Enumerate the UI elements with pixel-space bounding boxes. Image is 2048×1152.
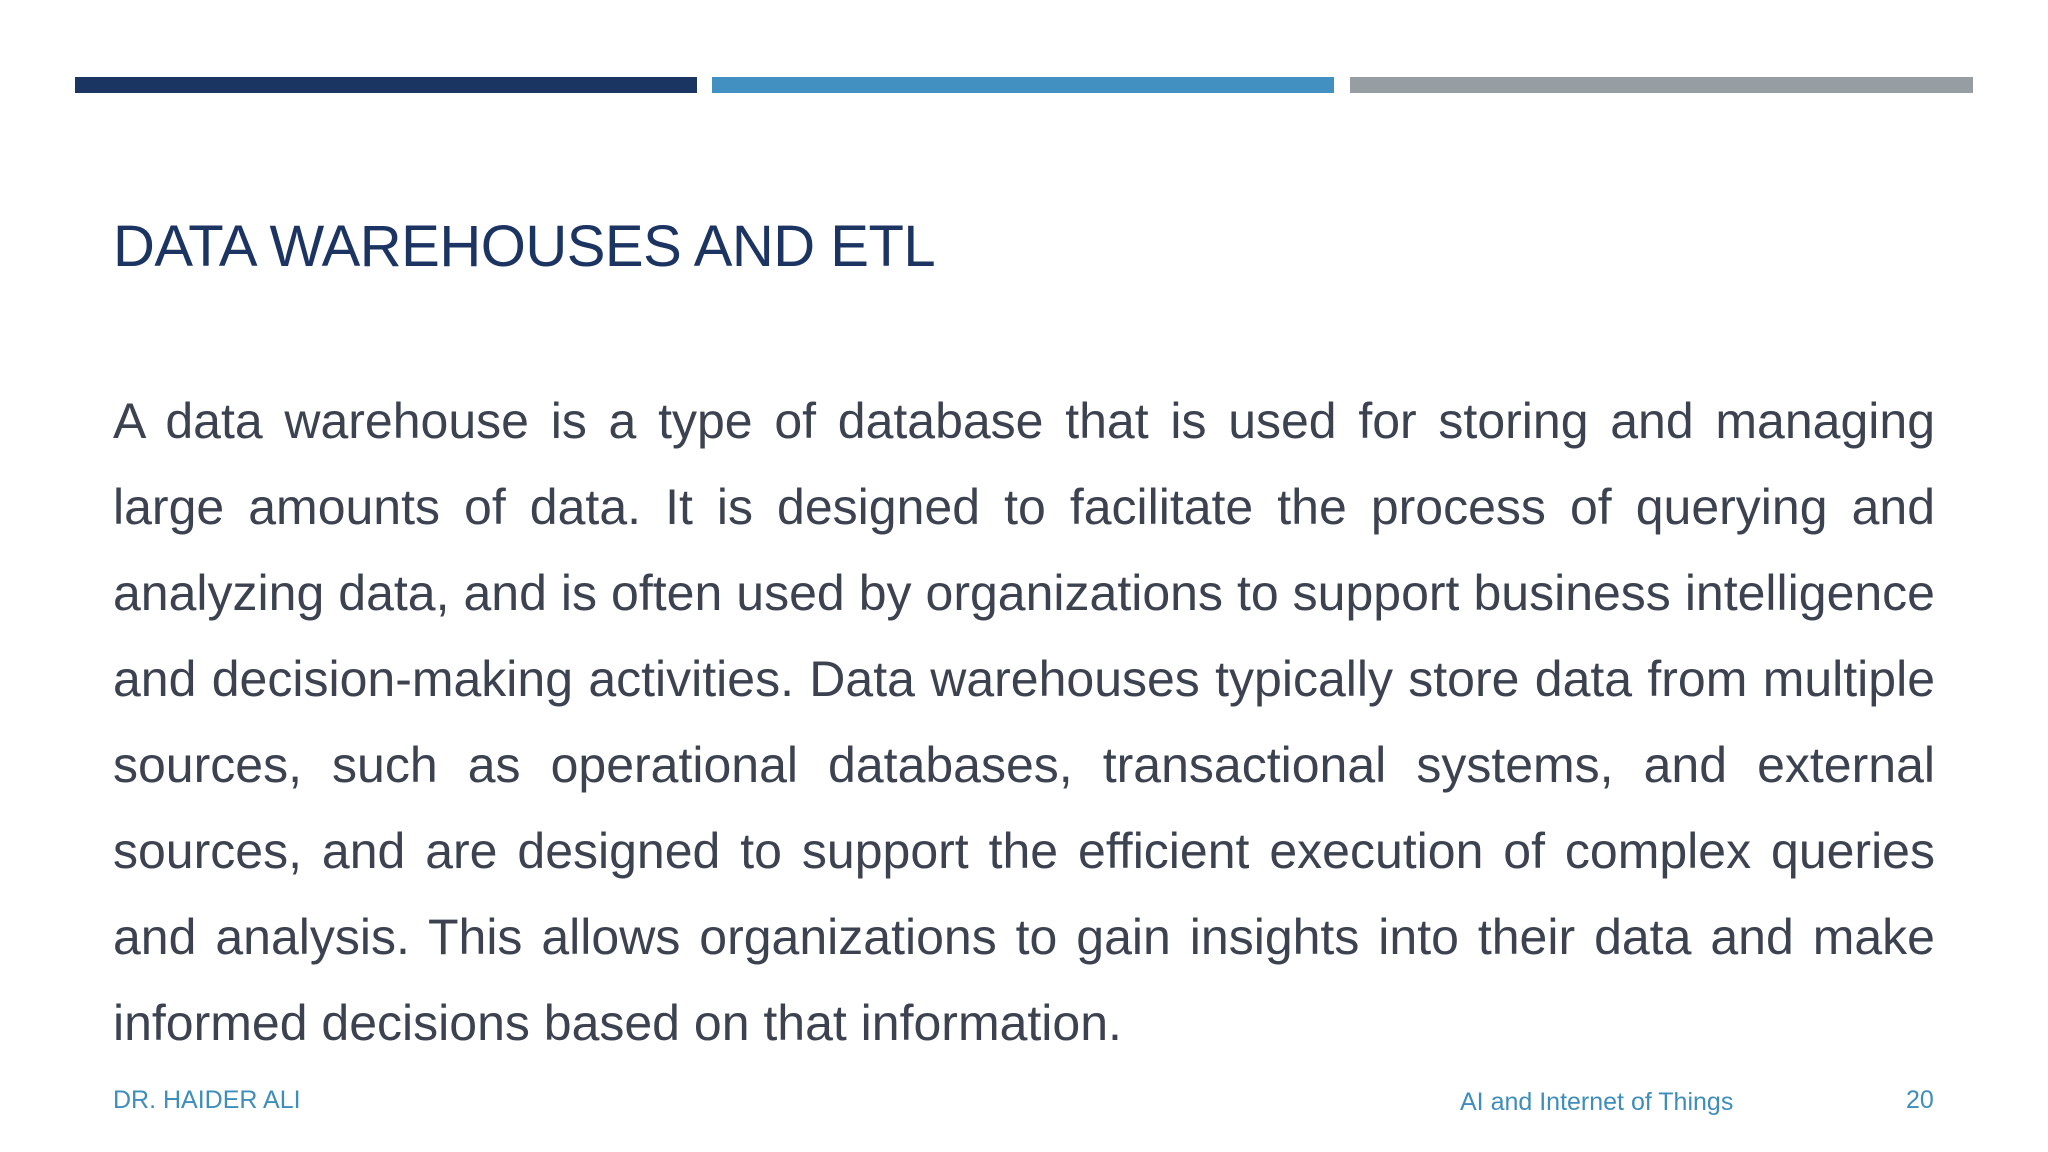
page-number: 20 [1906, 1086, 1934, 1114]
slide-title: DATA WAREHOUSES AND ETL [113, 214, 936, 279]
slide-body-text: A data warehouse is a type of database that is used for storing and managing large amounts of data. It is designed to facilitate the process of querying and analyzing data, and is often used by organizations to support business intelligence and decision-making activities. Data warehouses typically store data from multiple sources, such as operational databases, transactional systems, and external sources, and are designed to support the efficient execution of complex queries and analysis. This allows organizations to gain insights into their data and make informed decisions based on that information. [113, 393, 1935, 1051]
footer-course-title: AI and Internet of Things [1460, 1088, 1734, 1116]
accent-bar-navy [75, 77, 697, 93]
accent-bar-blue [712, 77, 1334, 93]
accent-bar-gray [1350, 77, 1973, 93]
footer-author: DR. HAIDER ALI [113, 1086, 301, 1114]
